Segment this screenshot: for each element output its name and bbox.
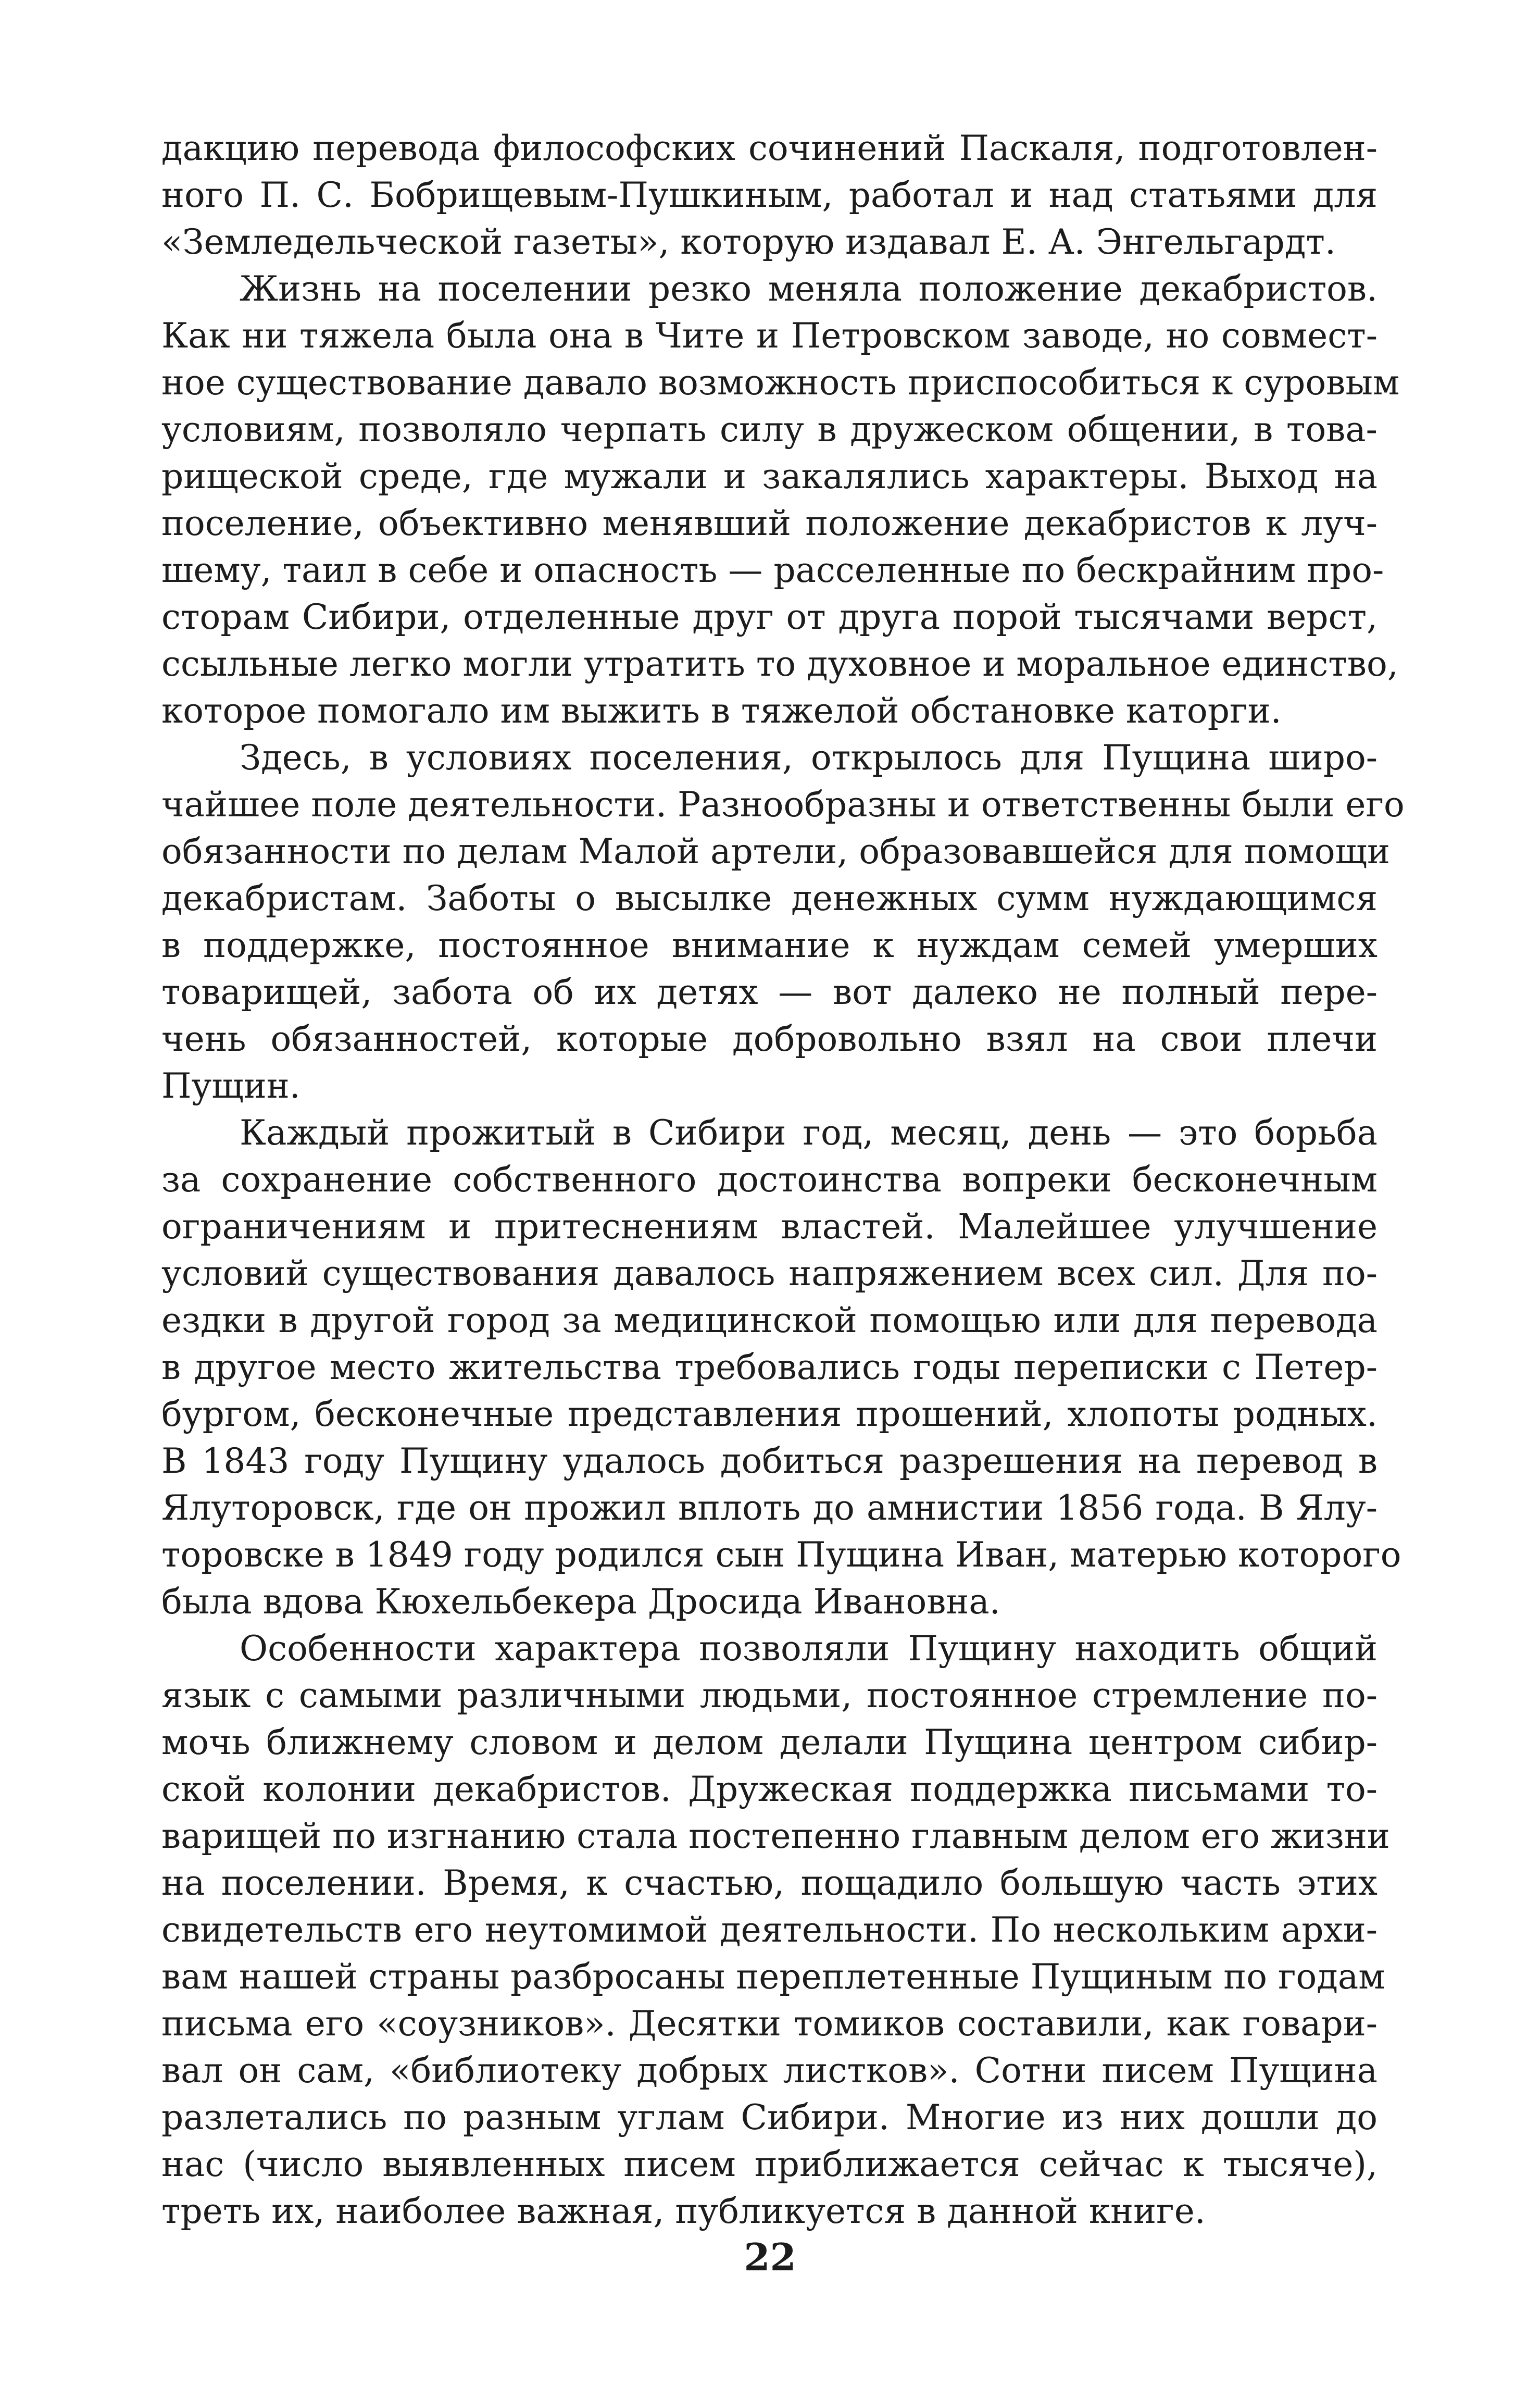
text-line: ссыльные легко могли утратить то духовное и моральное единство, [161, 644, 1398, 684]
page-body [161, 125, 1405, 2235]
text-line: которое помогало им выжить в тяжелой обстановке каторги. [161, 691, 1282, 731]
text-line: язык с самыми различными людьми, постоянное стремление по- [161, 1675, 1378, 1716]
text-line: торовске в 1849 году родился сын Пущина Иван, матерью которого [161, 1535, 1401, 1575]
paragraph-3 [161, 735, 1405, 1110]
text-line: вал он сам, «библиотеку добрых листков». Сотни писем Пущина [161, 2050, 1378, 2091]
text-line: разлетались по разным углам Сибири. Многие из них дошли до [161, 2097, 1378, 2137]
text-line: обязанности по делам Малой артели, образовавшейся для помощи [161, 831, 1390, 872]
text-line: В 1843 году Пущину удалось добиться разрешения на перевод в [161, 1441, 1378, 1481]
text-line: декабристам. Заботы о высылке денежных сумм нуждающимся [161, 878, 1378, 918]
text-line: Особенности характера позволяли Пущину находить общий [240, 1629, 1378, 1669]
text-line: чень обязанностей, которые добровольно взял на свои плечи [161, 1019, 1378, 1059]
text-line: «Земледельческой газеты», которую издавал Е. А. Энгельгардт. [161, 222, 1336, 262]
paragraph-4 [161, 1110, 1401, 1625]
text-line: ской колонии декабристов. Дружеская поддержка письмами то- [161, 1769, 1378, 1809]
paragraph-1 [161, 125, 1378, 266]
text-line: Здесь, в условиях поселения, открылось для Пущина широ- [240, 738, 1378, 778]
text-line: нас (число выявленных писем приближается сейчас к тысяче), [161, 2144, 1378, 2184]
text-line: товарищей, забота об их детях — вот далеко не полный пере- [161, 972, 1378, 1012]
text-line: за сохранение собственного достоинства вопреки бесконечным [161, 1160, 1378, 1200]
text-line: в поддержке, постоянное внимание к нуждам семей умерших [161, 925, 1378, 965]
text-line: вам нашей страны разбросаны переплетенные Пущиным по годам [161, 1957, 1385, 1997]
paragraph-2 [161, 266, 1400, 735]
text-line: чайшее поле деятельности. Разнообразны и ответственны были его [161, 785, 1405, 825]
text-line: рищеской среде, где мужали и закалялись характеры. Выход на [161, 456, 1378, 496]
text-line: Как ни тяжела была она в Чите и Петровском заводе, но совмест- [161, 316, 1378, 356]
paragraph-5 [161, 1625, 1390, 2235]
text-line: поселение, объективно менявший положение декабристов к луч- [161, 503, 1378, 543]
text-line: сторам Сибири, отделенные друг от друга порой тысячами верст, [161, 597, 1378, 637]
text-line: треть их, наиболее важная, публикуется в данной книге. [161, 2191, 1206, 2231]
text-line: бургом, бесконечные представления прошений, хлопоты родных. [161, 1394, 1378, 1434]
text-line: ездки в другой город за медицинской помощью или для перевода [161, 1300, 1378, 1340]
text-line: Ялуторовск, где он прожил вплоть до амнистии 1856 года. В Ялу- [161, 1488, 1378, 1528]
page-number: 22 [744, 2235, 796, 2279]
text-line: дакцию перевода философских сочинений Паскаля, подготовлен- [161, 128, 1378, 168]
text-line: Жизнь на поселении резко меняла положение декабристов. [240, 269, 1378, 309]
text-line: в другое место жительства требовались годы переписки с Петер- [161, 1347, 1378, 1387]
text-line: Пущин. [161, 1066, 301, 1106]
text-line: письма его «соузников». Десятки томиков составили, как говари- [161, 2004, 1378, 2044]
text-line: шему, таил в себе и опасность — расселенные по бескрайним про- [161, 550, 1384, 590]
text-line: Каждый прожитый в Сибири год, месяц, день — это борьба [240, 1113, 1378, 1153]
text-line: на поселении. Время, к счастью, пощадило большую часть этих [161, 1863, 1378, 1903]
text-line: была вдова Кюхельбекера Дросида Ивановна. [161, 1582, 1000, 1622]
text-line: варищей по изгнанию стала постепенно главным делом его жизни [161, 1816, 1390, 1856]
text-line: ное существование давало возможность приспособиться к суровым [161, 363, 1400, 403]
text-line: ограничениям и притеснениям властей. Малейшее улучшение [161, 1207, 1378, 1247]
text-line: условий существования давалось напряжением всех сил. Для по- [161, 1253, 1378, 1294]
text-line: ного П. С. Бобрищевым-Пушкиным, работал и над статьями для [161, 175, 1378, 215]
text-line: мочь ближнему словом и делом делали Пущина центром сибир- [161, 1722, 1378, 1762]
text-line: условиям, позволяло черпать силу в дружеском общении, в това- [161, 409, 1378, 450]
text-line: свидетельств его неутомимой деятельности. По нескольким архи- [161, 1910, 1378, 1950]
